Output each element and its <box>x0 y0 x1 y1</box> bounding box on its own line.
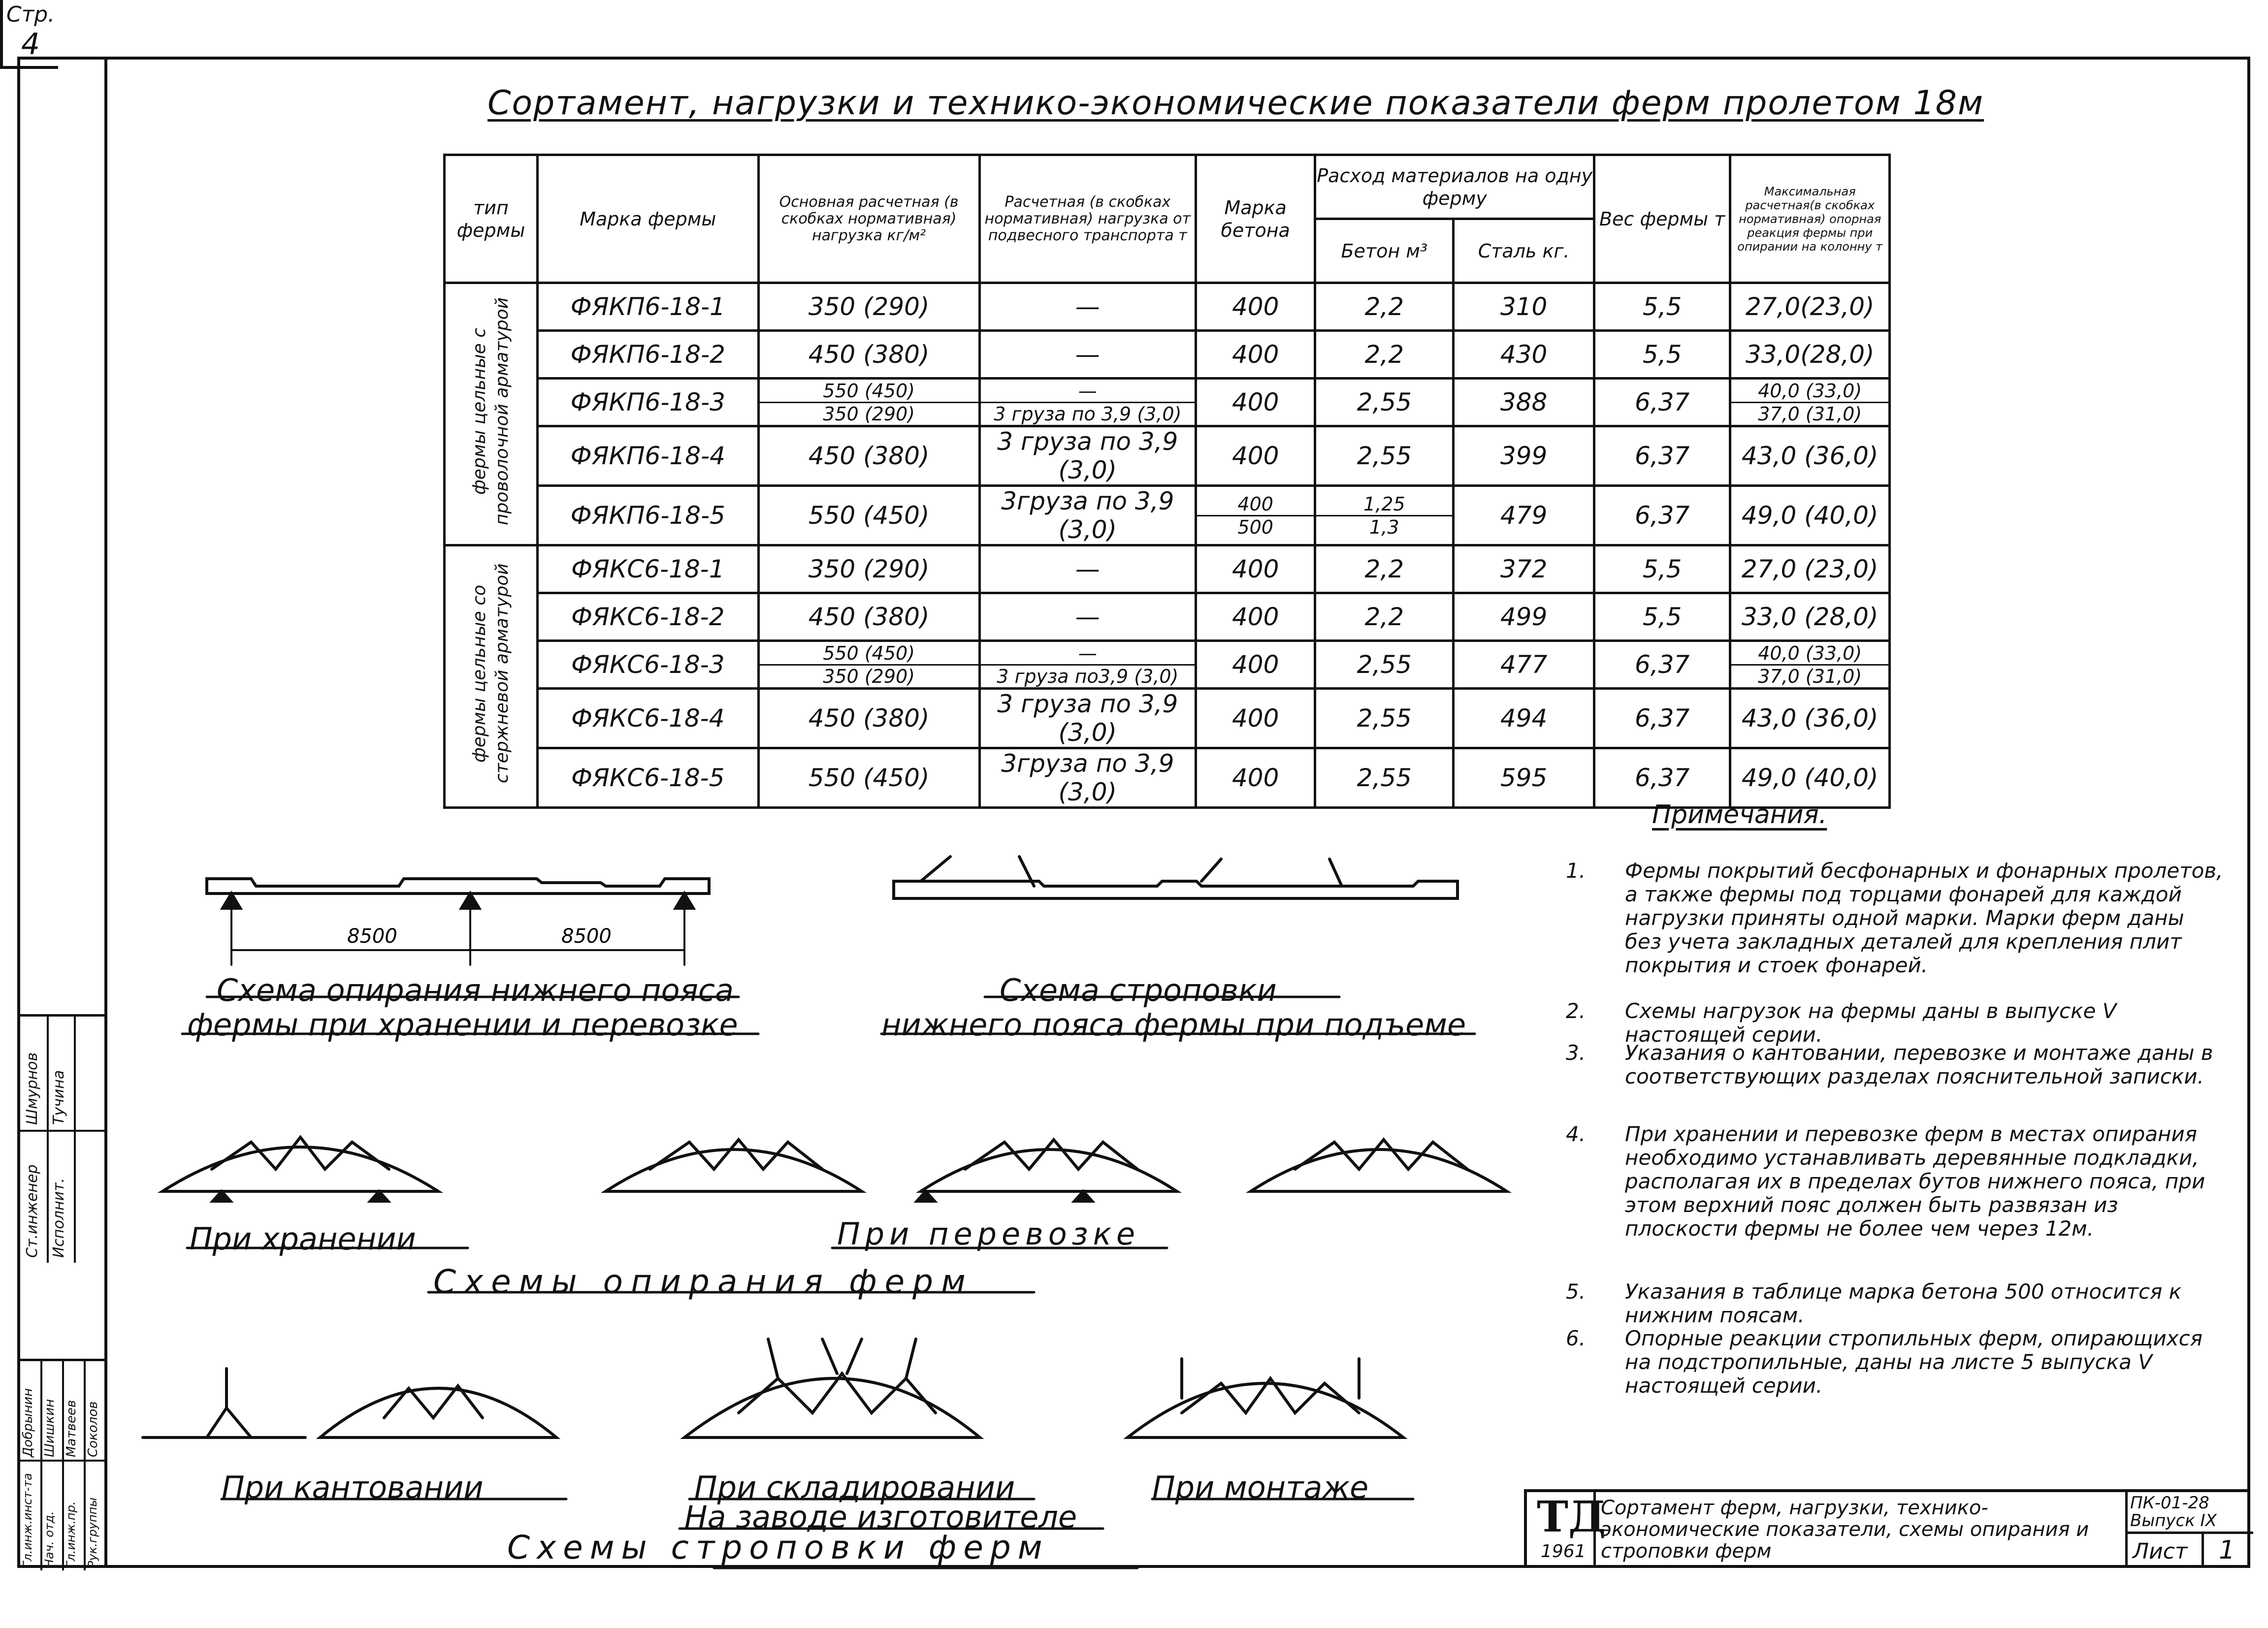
cell-calc-load: 3груза по 3,9 (3,0) <box>979 748 1196 808</box>
cell-calc-load: — <box>979 545 1196 593</box>
cell-calc-load: 3 груза по 3,9 (3,0) <box>979 426 1196 486</box>
caption-warehouse-2: На заводе изготовителе <box>684 1499 1077 1535</box>
cell-concrete-mark: 400 <box>1196 331 1315 379</box>
cell-base-load: 350 (290) <box>758 545 979 593</box>
cell-mark: ФЯКП6-18-1 <box>538 283 759 331</box>
side-role-1: Ст.инженер <box>24 1164 41 1258</box>
stamp-sheet-label: Лист <box>2133 1539 2188 1564</box>
cell-weight: 6,37 <box>1594 641 1730 689</box>
note-text: Указания о кантовании, перевозке и монтаже даны в соответствующих разделах пояснительной записки. <box>1625 1041 2213 1088</box>
header-max-reaction: Максимальная расчетная(в скобках нормативная) опорная реакция фермы при опирании на колонну т <box>1730 155 1890 283</box>
cell-mark: ФЯКП6-18-2 <box>538 331 759 379</box>
cell-concrete-volume-part: 1,3 <box>1369 516 1399 538</box>
support-triangle-mid <box>461 894 479 908</box>
truss-transport-3 <box>1251 1140 1507 1191</box>
side-role-3: Гл.инж.инст-та <box>21 1473 34 1568</box>
cell-reaction: 49,0 (40,0) <box>1730 486 1890 545</box>
cell-reaction: 33,0(28,0) <box>1730 331 1890 379</box>
cell-calc-load-part: — <box>981 642 1195 666</box>
header-mark: Марка фермы <box>538 155 759 283</box>
side-role-2: Исполнит. <box>50 1178 67 1258</box>
cell-reaction: 33,0 (28,0) <box>1730 593 1890 641</box>
cell-mark: ФЯКС6-18-5 <box>538 748 759 808</box>
cell-steel: 388 <box>1454 379 1594 426</box>
caption-transport: При перевозке <box>837 1216 1140 1252</box>
cell-calc-load: — <box>979 593 1196 641</box>
stamp-issue: Выпуск IX <box>2130 1511 2217 1531</box>
page-corner-number: 4 <box>21 27 40 62</box>
cell-reaction-part: 37,0 (31,0) <box>1758 403 1862 425</box>
note-number: 4. <box>1566 1122 1586 1146</box>
note-item <box>1566 1041 2226 1088</box>
side-role-6: Рук.группы <box>86 1497 99 1568</box>
cell-concrete-mark: 400 <box>1196 748 1315 808</box>
cell-concrete-volume: 2,55 <box>1315 641 1454 689</box>
cell-weight: 5,5 <box>1594 331 1730 379</box>
cell-mark: ФЯКП6-18-3 <box>538 379 759 426</box>
cell-concrete-mark: 400 <box>1196 283 1315 331</box>
cell-concrete-mark: 400 <box>1196 593 1315 641</box>
cell-calc-load-part: 3 груза по3,9 (3,0) <box>997 665 1179 687</box>
group-label: фермы цельные со стержневой арматурой <box>469 563 512 784</box>
cell-reaction-part: 40,0 (33,0) <box>1731 642 1888 666</box>
cell-concrete-volume: 2,2 <box>1315 545 1454 593</box>
cell-base-load-part: 550 (450) <box>760 380 978 403</box>
side-name-6: Соколов <box>86 1401 100 1457</box>
cell-mark: ФЯКП6-18-4 <box>538 426 759 486</box>
cell-calc-load: 3 груза по 3,9 (3,0) <box>979 689 1196 748</box>
caption-support-schemes: Схемы опирания ферм <box>433 1263 973 1301</box>
title-stamp <box>1524 1489 2250 1568</box>
cell-weight: 5,5 <box>1594 593 1730 641</box>
cell-steel: 595 <box>1454 748 1594 808</box>
cell-reaction: 43,0 (36,0) <box>1730 426 1890 486</box>
cell-base-load: 450 (380) <box>758 426 979 486</box>
cell-concrete-mark: 400 <box>1196 689 1315 748</box>
dimension-line <box>231 908 684 965</box>
stamp-code: ПК-01-28 <box>2130 1493 2209 1513</box>
group-label: фермы цельные с проволочной арматурой <box>469 297 512 525</box>
header-calc-load: Расчетная (в скобках нормативная) нагрузка от подвесного транспорта т <box>979 155 1196 283</box>
cell-calc-load: 3груза по 3,9 (3,0) <box>979 486 1196 545</box>
cell-base-load: 550 (450) <box>758 486 979 545</box>
cell-concrete-mark: 400 <box>1196 379 1315 426</box>
cell-base-load: 450 (380) <box>758 331 979 379</box>
dimension-2: 8500 <box>561 925 612 948</box>
stamp-description: Сортамент ферм, нагрузки, технико-экономические показатели, схемы опирания и строповки ферм <box>1601 1497 2089 1563</box>
cell-base-load: 550 (450) <box>758 748 979 808</box>
dimension-1: 8500 <box>347 925 397 948</box>
cell-concrete-mark-part: 500 <box>1237 516 1273 538</box>
header-concrete-m3: Бетон м³ <box>1315 219 1454 283</box>
cell-steel: 430 <box>1454 331 1594 379</box>
header-base-load: Основная расчетная (в скобках нормативная) нагрузка кг/м² <box>758 155 979 283</box>
side-name-4: Шишкин <box>42 1399 57 1457</box>
caption-mounting: При монтаже <box>1152 1469 1369 1505</box>
cell-steel: 479 <box>1454 486 1594 545</box>
caption-warehouse-1: При складировании <box>694 1469 1015 1505</box>
cell-base-load-part: 350 (290) <box>823 403 915 425</box>
cell-concrete-volume: 2,55 <box>1315 748 1454 808</box>
cell-concrete-mark: 400 <box>1196 426 1315 486</box>
cell-weight: 6,37 <box>1594 379 1730 426</box>
side-role-4: Нач. отд. <box>42 1511 56 1568</box>
header-steel-kg: Сталь кг. <box>1454 219 1594 283</box>
cell-reaction: 43,0 (36,0) <box>1730 689 1890 748</box>
cell-steel: 310 <box>1454 283 1594 331</box>
note-number: 5. <box>1566 1279 1586 1304</box>
cell-concrete-volume: 2,2 <box>1315 593 1454 641</box>
cell-mark: ФЯКП6-18-5 <box>538 486 759 545</box>
side-role-5: Гл.инж.пр. <box>64 1501 78 1568</box>
cell-calc-load: — <box>979 331 1196 379</box>
cell-concrete-mark: 400 <box>1196 545 1315 593</box>
cell-mark: ФЯКС6-18-3 <box>538 641 759 689</box>
caption-support-lower-1: Схема опирания нижнего пояса <box>217 972 734 1008</box>
stamp-year: 1961 <box>1541 1541 1586 1562</box>
header-concrete-mark: Марка бетона <box>1196 155 1315 283</box>
cell-reaction: 27,0(23,0) <box>1730 283 1890 331</box>
cell-base-load: 450 (380) <box>758 689 979 748</box>
caption-support-lower-2: фермы при хранении и перевозке <box>187 1007 738 1043</box>
side-name-1: Шмурнов <box>24 1052 41 1125</box>
cell-base-load: 350 (290) <box>758 283 979 331</box>
cell-reaction: 27,0 (23,0) <box>1730 545 1890 593</box>
note-number: 3. <box>1566 1041 1586 1065</box>
caption-sling-lower-1: Схема строповки <box>1000 972 1277 1008</box>
cell-reaction-part: 40,0 (33,0) <box>1731 380 1888 403</box>
truss-transport-1 <box>606 1140 862 1191</box>
note-text: При хранении и перевозке ферм в местах опирания необходимо устанавливать деревянные подкладки, располагая их в пределах бутов нижнего пояса, при этом верхний пояс должен быть развязан из плоскости фермы не более чем через 12м. <box>1625 1122 2205 1241</box>
cell-concrete-volume: 2,55 <box>1315 689 1454 748</box>
note-text: Фермы покрытий бесфонарных и фонарных пролетов, а также фермы под торцами фонарей для каждой нагрузки приняты одной марки. Марки ферм даны без учета закладных деталей для крепления плит покрытия и стоек фонарей. <box>1625 859 2223 977</box>
cell-base-load-part: 350 (290) <box>823 665 915 687</box>
note-item <box>1566 1280 2226 1327</box>
note-item <box>1566 1122 2226 1241</box>
cell-concrete-volume: 2,55 <box>1315 426 1454 486</box>
page-title: Сортамент, нагрузки и технико-экономические показатели ферм пролетом 18м <box>487 84 1984 123</box>
cell-mark: ФЯКС6-18-4 <box>538 689 759 748</box>
page-corner-label: Стр. <box>6 2 55 27</box>
header-type: тип фермы <box>445 155 538 283</box>
cell-concrete-volume: 2,55 <box>1315 379 1454 426</box>
truss-warehouse <box>684 1339 980 1437</box>
truss-transport-2 <box>917 1140 1177 1201</box>
note-text: Опорные реакции стропильных ферм, опирающихся на подстропильные, даны на листе 5 выпуска V настоящей серии. <box>1625 1326 2203 1398</box>
stamp-sheet-number: 1 <box>2219 1535 2236 1565</box>
note-number: 6. <box>1566 1326 1586 1350</box>
side-name-5: Матвеев <box>64 1400 79 1457</box>
truss-turning <box>143 1369 556 1437</box>
support-triangle-right <box>676 894 693 908</box>
header-material-group: Расход материалов на одну ферму <box>1315 155 1594 219</box>
lower-chord-support-beam <box>207 879 709 894</box>
note-number: 2. <box>1566 999 1586 1023</box>
side-block-lower <box>20 1359 104 1570</box>
cell-mark: ФЯКС6-18-2 <box>538 593 759 641</box>
cell-concrete-volume: 2,2 <box>1315 283 1454 331</box>
cell-calc-load-part: — <box>981 380 1195 403</box>
caption-sling-lower-2: нижнего пояса фермы при подъеме <box>881 1007 1466 1043</box>
cell-weight: 6,37 <box>1594 689 1730 748</box>
cell-weight: 6,37 <box>1594 486 1730 545</box>
note-item <box>1566 1327 2226 1398</box>
cell-weight: 5,5 <box>1594 545 1730 593</box>
cell-steel: 499 <box>1454 593 1594 641</box>
cell-calc-load-part: 3 груза по 3,9 (3,0) <box>994 403 1182 425</box>
note-text: Схемы нагрузок на фермы даны в выпуске V настоящей серии. <box>1625 999 2117 1047</box>
cell-weight: 6,37 <box>1594 748 1730 808</box>
note-text: Указания в таблице марка бетона 500 относится к нижним поясам. <box>1625 1279 2182 1327</box>
cell-steel: 399 <box>1454 426 1594 486</box>
cell-mark: ФЯКС6-18-1 <box>538 545 759 593</box>
cell-concrete-mark-part: 400 <box>1197 493 1314 516</box>
side-block-upper <box>20 1014 104 1263</box>
cell-base-load-part: 550 (450) <box>760 642 978 666</box>
stamp-logo: ТД <box>1537 1492 1606 1542</box>
cell-calc-load: — <box>979 283 1196 331</box>
cell-weight: 6,37 <box>1594 426 1730 486</box>
cell-base-load: 450 (380) <box>758 593 979 641</box>
cell-steel: 494 <box>1454 689 1594 748</box>
cell-weight: 5,5 <box>1594 283 1730 331</box>
cell-concrete-volume-part: 1,25 <box>1316 493 1452 516</box>
caption-sling-schemes: Схемы строповки ферм <box>507 1529 1049 1566</box>
note-number: 1. <box>1566 859 1586 883</box>
cell-concrete-mark: 400 <box>1196 641 1315 689</box>
notes-title: Примечания. <box>1652 800 1827 830</box>
cell-steel: 372 <box>1454 545 1594 593</box>
support-triangle-left <box>223 894 240 908</box>
lower-chord-sling-beam <box>894 881 1458 898</box>
cell-reaction-part: 37,0 (31,0) <box>1758 665 1862 687</box>
cell-concrete-volume: 2,2 <box>1315 331 1454 379</box>
side-name-3: Добрынин <box>21 1388 35 1457</box>
caption-storage: При хранении <box>190 1221 416 1257</box>
note-item <box>1566 859 2226 977</box>
truss-storage <box>162 1137 438 1201</box>
cell-steel: 477 <box>1454 641 1594 689</box>
note-item <box>1566 999 2226 1047</box>
side-name-2: Тучина <box>50 1070 67 1125</box>
truss-mounting <box>1128 1359 1403 1437</box>
cell-reaction: 49,0 (40,0) <box>1730 748 1890 808</box>
caption-turning: При кантовании <box>222 1469 484 1505</box>
header-weight: Вес фермы т <box>1594 155 1730 283</box>
